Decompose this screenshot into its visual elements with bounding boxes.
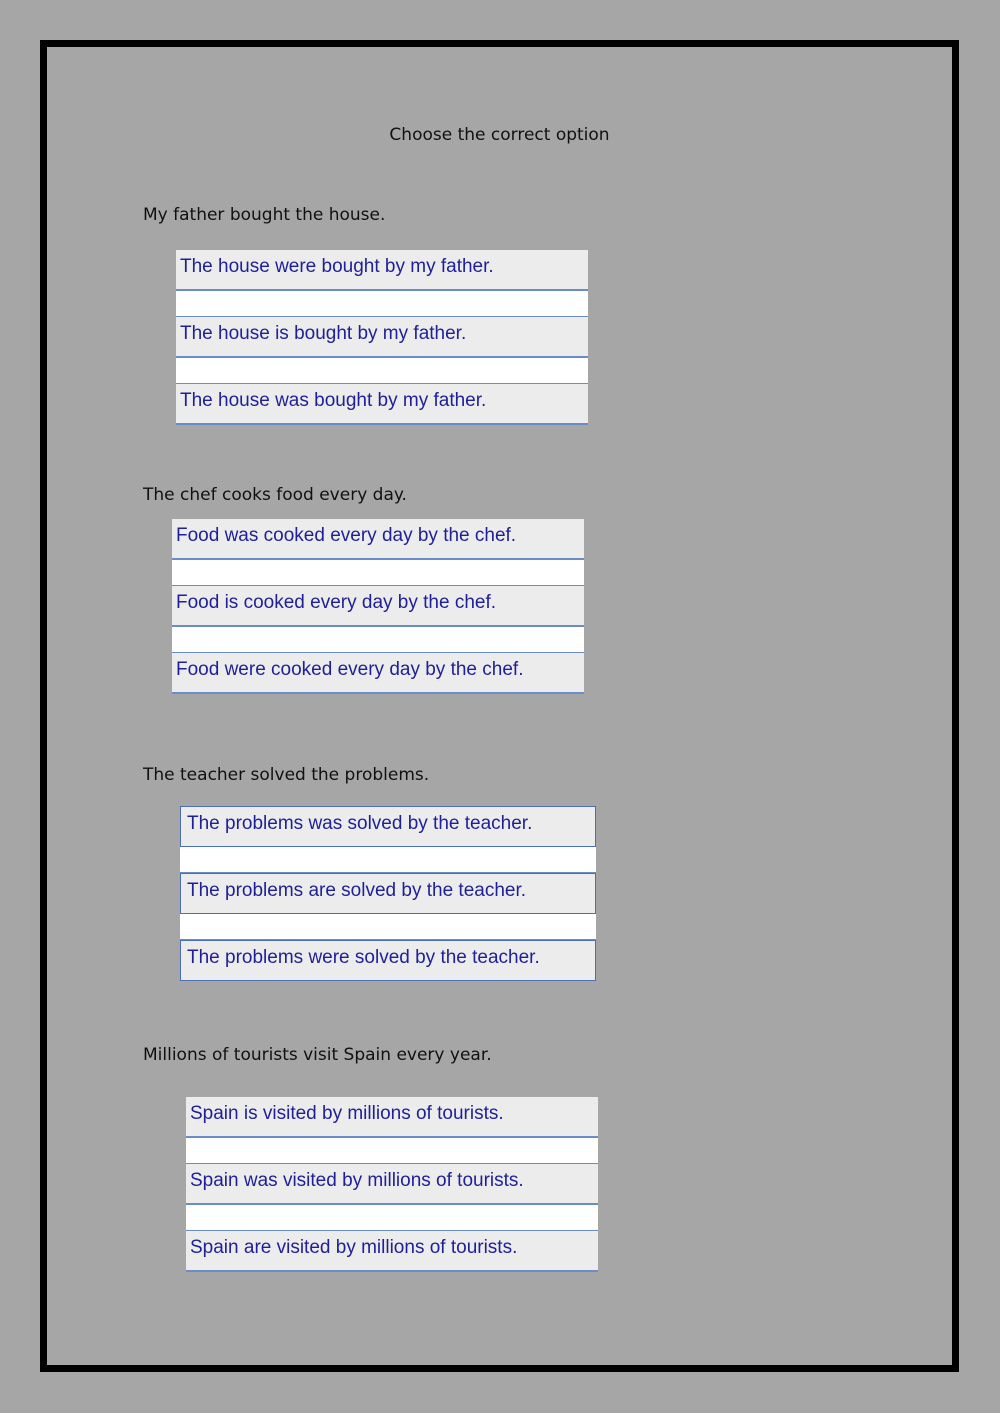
question-2-option-1[interactable]: Food was cooked every day by the chef. — [172, 519, 584, 560]
question-2-option-3[interactable]: Food were cooked every day by the chef. — [172, 653, 584, 694]
option-spacer — [180, 914, 596, 940]
question-1-prompt: My father bought the house. — [143, 205, 386, 225]
question-2-options — [172, 519, 584, 694]
question-1-option-2[interactable]: The house is bought by my father. — [176, 317, 588, 358]
option-spacer — [176, 358, 588, 384]
option-spacer — [176, 291, 588, 317]
question-3-options — [180, 806, 596, 981]
option-spacer — [172, 627, 584, 653]
worksheet-frame — [40, 40, 959, 1372]
option-spacer — [186, 1138, 598, 1164]
question-4-options — [186, 1097, 598, 1272]
question-3-option-2[interactable]: The problems are solved by the teacher. — [180, 873, 596, 914]
question-3-option-1[interactable]: The problems was solved by the teacher. — [180, 806, 596, 847]
option-spacer — [172, 560, 584, 586]
worksheet-title: Choose the correct option — [389, 125, 610, 145]
question-1-option-1[interactable]: The house were bought by my father. — [176, 250, 588, 291]
question-1-option-3[interactable]: The house was bought by my father. — [176, 384, 588, 425]
question-4-prompt: Millions of tourists visit Spain every year. — [143, 1045, 492, 1065]
question-1-options — [176, 250, 588, 425]
question-3-prompt: The teacher solved the problems. — [143, 765, 430, 785]
question-2-prompt: The chef cooks food every day. — [143, 485, 407, 505]
question-2-option-2[interactable]: Food is cooked every day by the chef. — [172, 586, 584, 627]
question-3-option-3[interactable]: The problems were solved by the teacher. — [180, 940, 596, 981]
option-spacer — [180, 847, 596, 873]
question-4-option-3[interactable]: Spain are visited by millions of tourists. — [186, 1231, 598, 1272]
option-spacer — [186, 1205, 598, 1231]
question-4-option-2[interactable]: Spain was visited by millions of tourists. — [186, 1164, 598, 1205]
question-4-option-1[interactable]: Spain is visited by millions of tourists. — [186, 1097, 598, 1138]
